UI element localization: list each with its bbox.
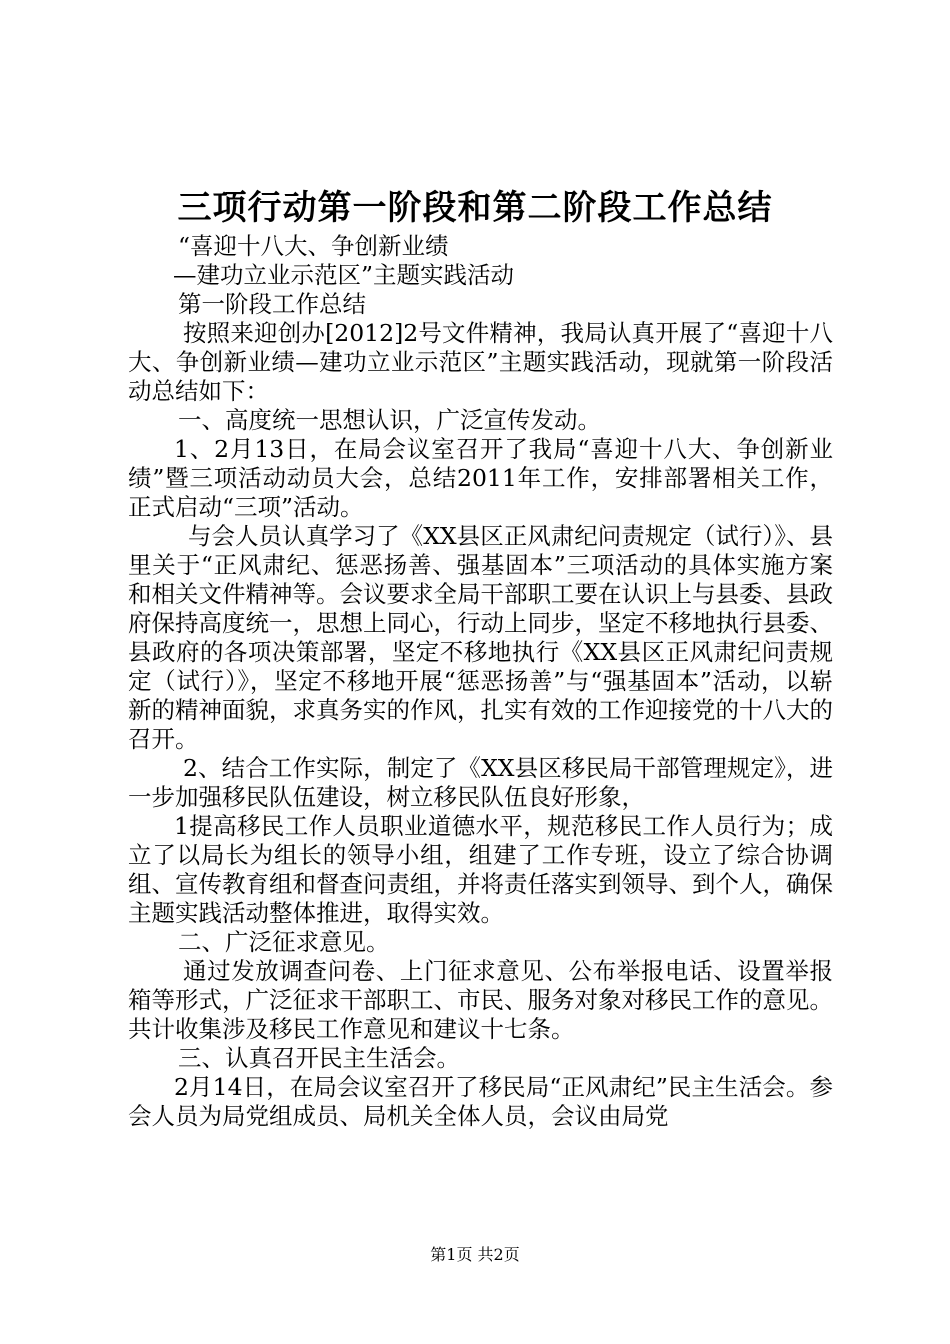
paragraph-item-2-continued: 1提高移民工作人员职业道德水平，规范移民工作人员行为；成立了以局长为组长的领导小组，组建了工作专班，设立了综合协调组、宣传教育组和督查问责组，并将责任落实到领导、到个人，确保主题实践活动整体推进，取得实效。 bbox=[128, 812, 833, 927]
heading-1: 一、高度统一思想认识，广泛宣传发动。 bbox=[178, 406, 601, 434]
heading-3: 三、认真召开民主生活会。 bbox=[178, 1044, 460, 1072]
subtitle-line-2: —建功立业示范区”主题实践活动 bbox=[173, 261, 515, 289]
paragraph-opinions: 通过发放调查问卷、上门征求意见、公布举报电话、设置举报箱等形式，广泛征求干部职工、市民、服务对象对移民工作的意见。共计收集涉及移民工作意见和建议十七条。 bbox=[128, 957, 833, 1043]
heading-2: 二、广泛征求意见。 bbox=[178, 928, 390, 956]
paragraph-intro: 按照来迎创办[2012]2号文件精神，我局认真开展了“喜迎十八大、争创新业绩—建功立业示范区”主题实践活动，现就第一阶段活动总结如下： bbox=[128, 319, 833, 405]
subtitle-line-1: “喜迎十八大、争创新业绩 bbox=[178, 232, 449, 260]
document-title: 三项行动第一阶段和第二阶段工作总结 bbox=[177, 188, 773, 228]
paragraph-item-2: 2、结合工作实际，制定了《XX县区移民局干部管理规定》，进一步加强移民队伍建设，树立移民队伍良好形象， bbox=[128, 754, 833, 811]
paragraph-item-1: 1、2月13日，在局会议室召开了我局“喜迎十八大、争创新业绩”暨三项活动动员大会，总结2011年工作，安排部署相关工作，正式启动“三项”活动。 bbox=[128, 435, 833, 521]
page-number: 第1页 共2页 bbox=[430, 1245, 520, 1264]
document-body bbox=[128, 232, 833, 1131]
section-heading-stage-one: 第一阶段工作总结 bbox=[178, 290, 366, 318]
paragraph-meeting-feb14: 2月14日，在局会议室召开了移民局“正风肃纪”民主生活会。参会人员为局党组成员、局机关全体人员，会议由局党 bbox=[128, 1073, 833, 1130]
paragraph-meeting-study: 与会人员认真学习了《XX县区正风肃纪问责规定（试行）》、县里关于“正风肃纪、惩恶扬善、强基固本”三项活动的具体实施方案和相关文件精神等。会议要求全局干部职工要在认识上与县委、县政府保持高度统一，思想上同心，行动上同步，坚定不移地执行县委、县政府的各项决策部署，坚定不移地执行《XX县区正风肃纪问责规定（试行）》，坚定不移地开展“惩恶扬善”与“强基固本”活动，以崭新的精神面貌，求真务实的作风，扎实有效的工作迎接党的十八大的召开。 bbox=[128, 522, 833, 753]
